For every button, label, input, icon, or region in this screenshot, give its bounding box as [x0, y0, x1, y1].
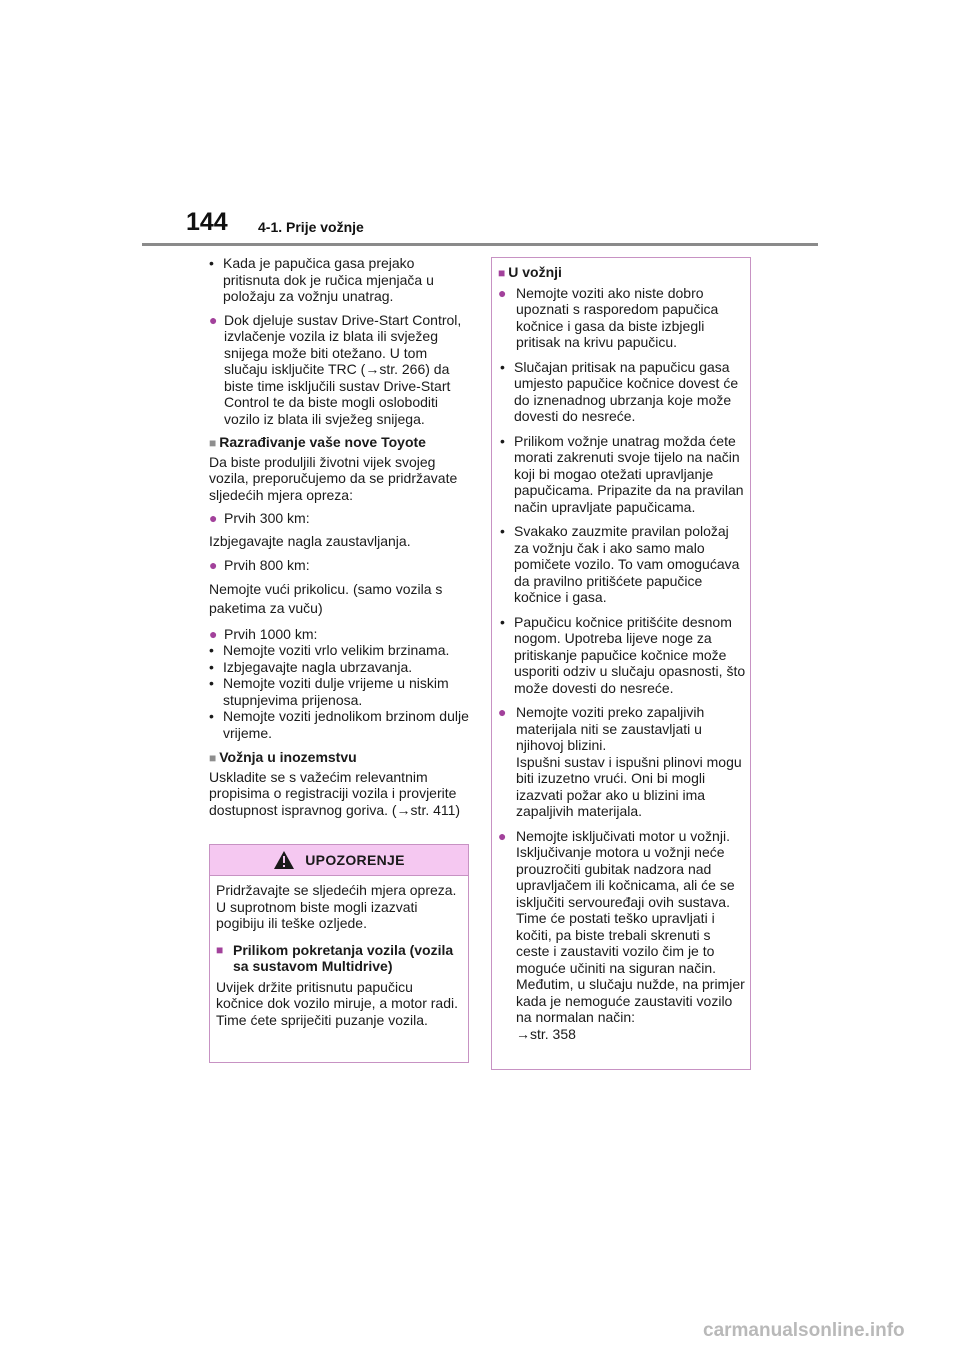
warning-subheading: [216, 942, 464, 975]
list-item: [209, 642, 471, 659]
watermark: carmanualsonline.info: [703, 1320, 905, 1341]
bullet-dot-icon: •: [500, 432, 505, 449]
bullet-dot-icon: •: [209, 658, 214, 675]
list-item: [209, 675, 471, 708]
km800-label: [209, 557, 471, 574]
list-item: [498, 704, 746, 820]
km300-text: Izbjegavajte nagla zaustavljanja.: [209, 532, 411, 549]
list-item-text: Kada je papučica gasa prejako pritisnuta dok je ručica mjenjača u položaju za vožnju unatrag.: [223, 255, 434, 304]
list-item: [498, 285, 746, 351]
km-label: Prvih 300 km:: [224, 510, 310, 526]
list-item-text: Papučicu kočnice pritišćite desnom nogom. Upotreba lijeve noge za pritiskanje papučice kočnice može usporiti odziv u slučaju opasnosti, što može dovesti do nesreće.: [514, 613, 746, 696]
paragraph-text: Dok djeluje sustav Drive-Start Control, izvlačenje vozila iz blata ili svježeg snijega može biti otežano. U tom slučaju isključite TRC (→str. 266) da biste time isključili sustav Drive-Start Control te da biste mogli osloboditi vozilo iz blata ili svježeg snijega.: [224, 311, 462, 427]
warning-triangle-icon: [273, 850, 295, 870]
circle-bullet-icon: ●: [498, 284, 507, 301]
list-item-text: Slučajan pritisak na papučicu gasa umjesto papučice kočnice dovest će do iznenadnog ubrzanja koje može dovesti do nesreće.: [514, 358, 739, 424]
page-number: 144: [186, 208, 228, 236]
list-item-text: Prilikom vožnje unatrag možda ćete morati zakrenuti svoje tijelo na način koji bi mogao otežati upravljanje papučicama. Pripazite da na pravilan način upravljate papučicama.: [514, 432, 744, 515]
bullet-dot-icon: •: [500, 358, 505, 375]
list-item: [498, 359, 746, 425]
circle-bullet-icon: ●: [209, 311, 218, 328]
list-item-text: Svakako zauzmite pravilan položaj za vožnju čak i ako samo malo pomičete vozilo. To vam omogućava da pravilno pritišćete papučice kočnice i gasa.: [514, 523, 740, 605]
breakin-text: Da biste produljili životni vijek svojeg vozila, preporučujemo da se pridržavate sljedećih mjera opreza:: [209, 453, 458, 503]
km-label: Prvih 1000 km:: [224, 625, 318, 642]
heading-text: Razrađivanje vaše nove Toyote: [219, 434, 426, 450]
circle-bullet-icon: ●: [209, 557, 218, 573]
list-item-text: Nemojte isključivati motor u vožnji. Isključivanje motora u vožnji neće prouzročiti gubitak nadzora nad upravljačem ili kočnicama, ali će se isključiti servouređaji ovih sustava. Time će postati teško upravljati i kočiti, pa biste trebali skrenuti s ceste i zaustaviti vozilo čim je to moguće učiniti na siguran način. Međutim, u slučaju nužde, na primjer kada je nemoguće zaustaviti vozilo na normalan način: →str. 358: [516, 827, 745, 1042]
heading-text: U vožnji: [508, 264, 562, 280]
square-bullet-icon: ■: [209, 751, 217, 765]
driving-warning-box: [491, 257, 751, 1070]
drive-start-paragraph: [209, 312, 471, 428]
list-item: [498, 828, 746, 1043]
list-item-text: Nemojte voziti jednolikom brzinom dulje vrijeme.: [223, 708, 469, 741]
abroad-text: Uskladite se s važećim relevantnim propisima o registraciji vozila i provjerite dostupnost ispravnog goriva. (→str. 411): [209, 768, 461, 818]
circle-bullet-icon: ●: [209, 510, 218, 526]
heading-text: Vožnja u inozemstvu: [219, 749, 357, 765]
list-item: [498, 523, 746, 606]
heading-text: Prilikom pokretanja vozila (vozila sa sustavom Multidrive): [233, 941, 454, 974]
bullet-dot-icon: •: [209, 642, 214, 658]
bullet-dot-icon: •: [500, 523, 505, 539]
square-bullet-icon: ■: [216, 942, 224, 957]
warning-title: UPOZORENJE: [305, 852, 405, 868]
header-rule: [142, 243, 818, 246]
section-title: 4-1. Prije vožnje: [258, 219, 364, 235]
list-item: [498, 614, 746, 697]
list-item-text: Nemojte voziti preko zapaljivih materijala niti se zaustavljati u njihovoj blizini. Ispušni sustav i ispušni plinovi mogu biti izuzetno vrući. Oni bi mogli izazvati požar ako u blizini ima zapaljivih materijala.: [516, 704, 742, 819]
bullet-dot-icon: •: [500, 613, 505, 630]
km1000-label: [209, 626, 471, 643]
km800-text: Nemojte vući prikolicu. (samo vozila s paketima za vuču): [209, 580, 443, 616]
list-item-text: Nemojte voziti vrlo velikim brzinama.: [223, 642, 450, 658]
breakin-heading: [209, 434, 471, 452]
circle-bullet-icon: ●: [209, 625, 218, 642]
left-column: [209, 255, 471, 825]
list-item-text: Izbjegavajte nagla ubrzavanja.: [223, 658, 413, 675]
list-item: [498, 433, 746, 516]
circle-bullet-icon: ●: [498, 704, 507, 720]
warning-box: [209, 844, 469, 1063]
list-item: [209, 708, 471, 741]
list-item-text: Nemojte voziti dulje vrijeme u niskim stupnjevima prijenosa.: [223, 675, 449, 708]
circle-bullet-icon: ●: [498, 827, 507, 844]
km300-label: [209, 510, 471, 527]
driving-heading: [498, 264, 746, 282]
list-item: [209, 255, 471, 305]
warning-header: [210, 845, 468, 876]
square-bullet-icon: ■: [498, 266, 506, 280]
abroad-heading: [209, 749, 471, 767]
list-item: [209, 659, 471, 676]
warning-intro: Pridržavajte se sljedećih mjera opreza. U suprotnom biste mogli izazvati pogibiju ili teške ozljede.: [216, 882, 457, 931]
warning-subtext: Uvijek držite pritisnutu papučicu kočnice dok vozilo miruje, a motor radi. Time ćete spriječiti puzanje vozila.: [216, 978, 458, 1028]
bullet-dot-icon: •: [209, 675, 214, 691]
bullet-dot-icon: •: [209, 708, 214, 724]
bullet-dot-icon: •: [209, 255, 214, 271]
square-bullet-icon: ■: [209, 436, 217, 450]
list-item-text: Nemojte voziti ako niste dobro upoznati s rasporedom papučica kočnice i gasa da biste izbjegli pritisak na krivu papučicu.: [516, 284, 719, 350]
km-label: Prvih 800 km:: [224, 557, 310, 573]
